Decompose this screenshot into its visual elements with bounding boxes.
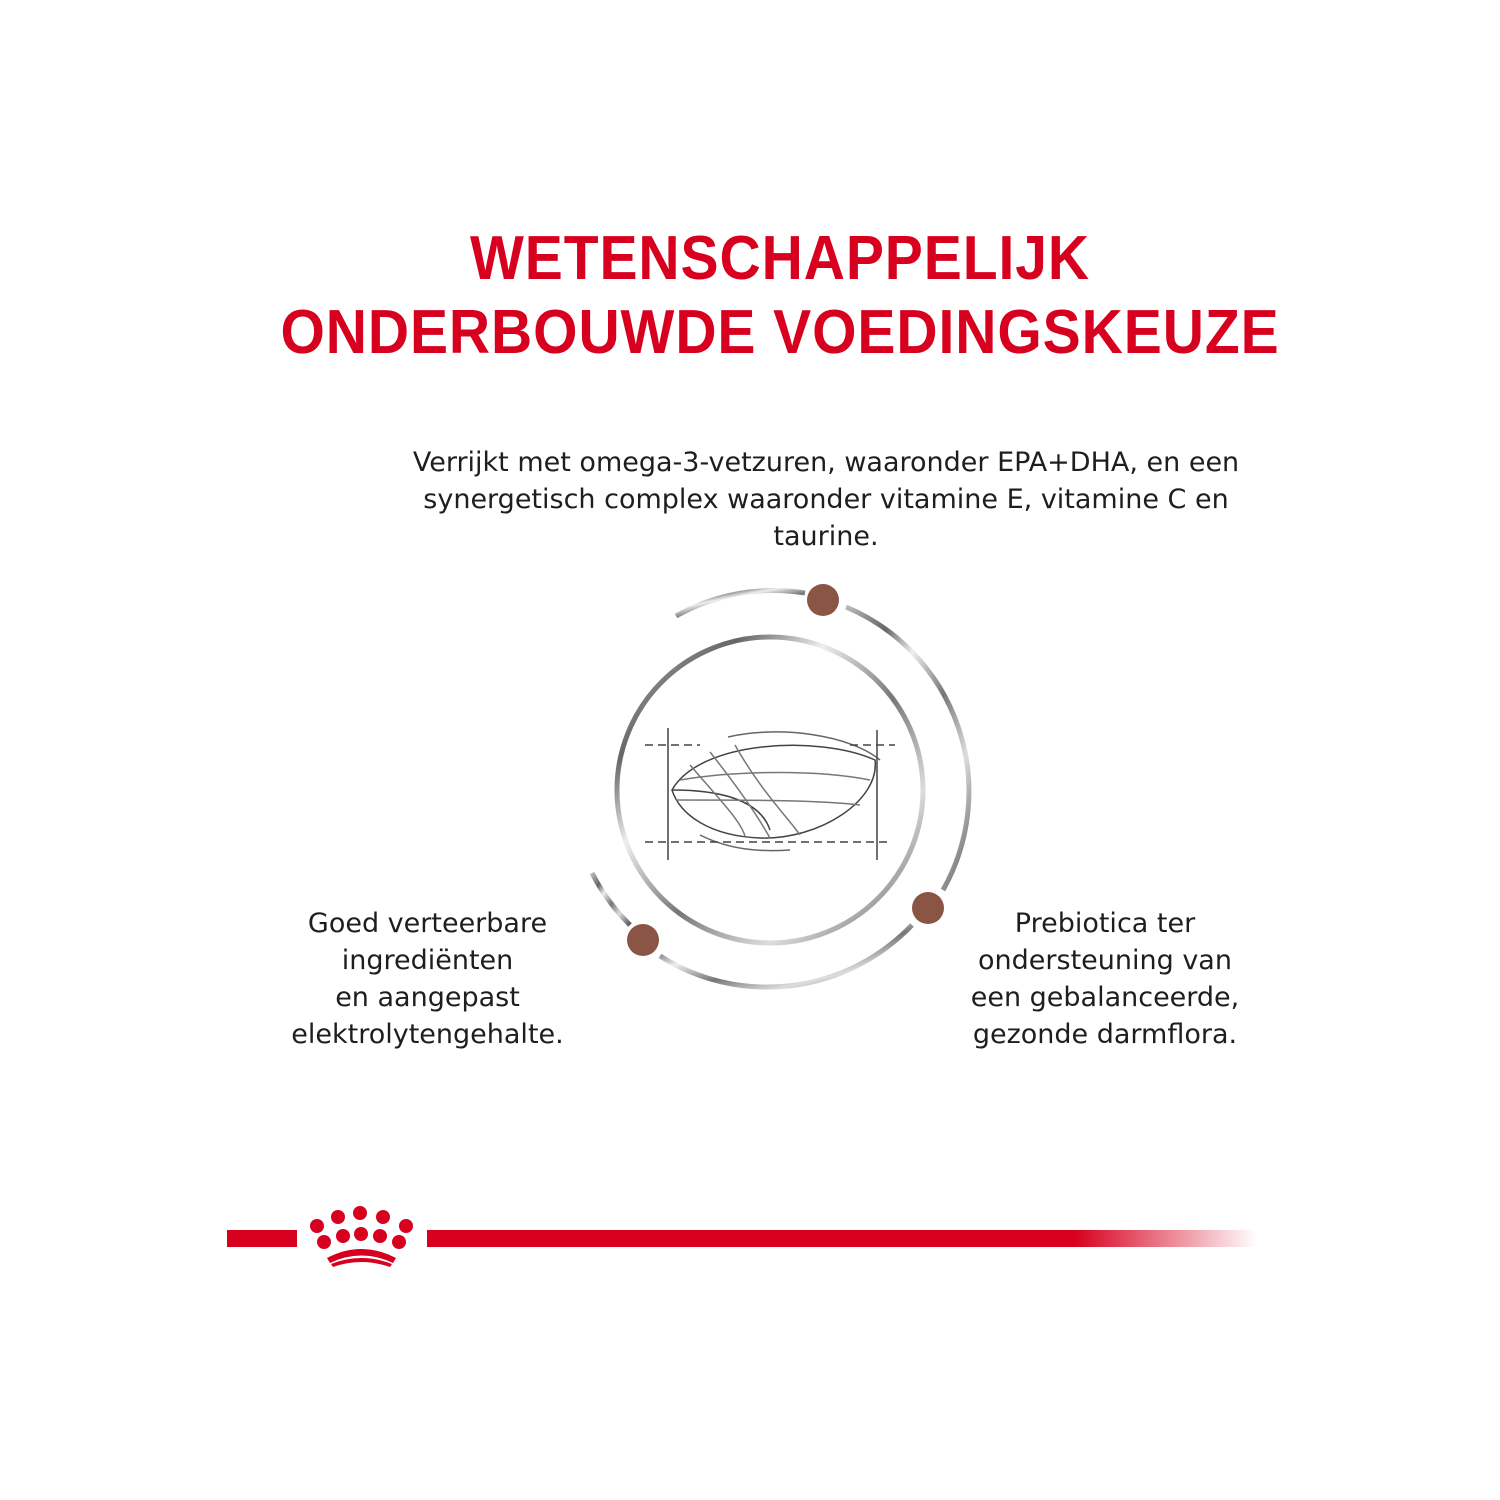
benefit-line: elektrolytengehalte.	[291, 1019, 564, 1050]
benefit-line: ingrediënten	[341, 945, 514, 976]
kibble-sketch	[645, 728, 895, 860]
benefit-omega3: Verrijkt met omega-3-vetzuren, waaronder EPA+DHA, en een synergetisch complex waaronder vitamine E, vitamine C en taurine.	[412, 447, 1240, 552]
heading-line-2: ONDERBOUWDE VOEDINGSKEUZE	[280, 298, 1280, 367]
benefit-line: en aangepast	[335, 982, 520, 1013]
outer-ring-arc	[592, 873, 630, 925]
outer-ring-arc	[660, 925, 912, 987]
heading-line-1: WETENSCHAPPELIJK	[469, 224, 1091, 293]
outer-ring-arc	[846, 607, 969, 890]
royal-canin-crown-logo	[310, 1206, 413, 1267]
dot-top	[807, 584, 839, 616]
benefit-line: een gebalanceerde,	[970, 982, 1240, 1013]
benefit-line: ondersteuning van	[978, 945, 1232, 976]
outer-ring-arc	[676, 591, 805, 616]
dot-left	[627, 924, 659, 956]
benefit-line: Prebiotica ter	[1014, 908, 1196, 939]
dot-right	[912, 892, 944, 924]
benefit-line: gezonde darmflora.	[972, 1019, 1238, 1050]
benefit-line: Goed verteerbare	[307, 908, 548, 939]
